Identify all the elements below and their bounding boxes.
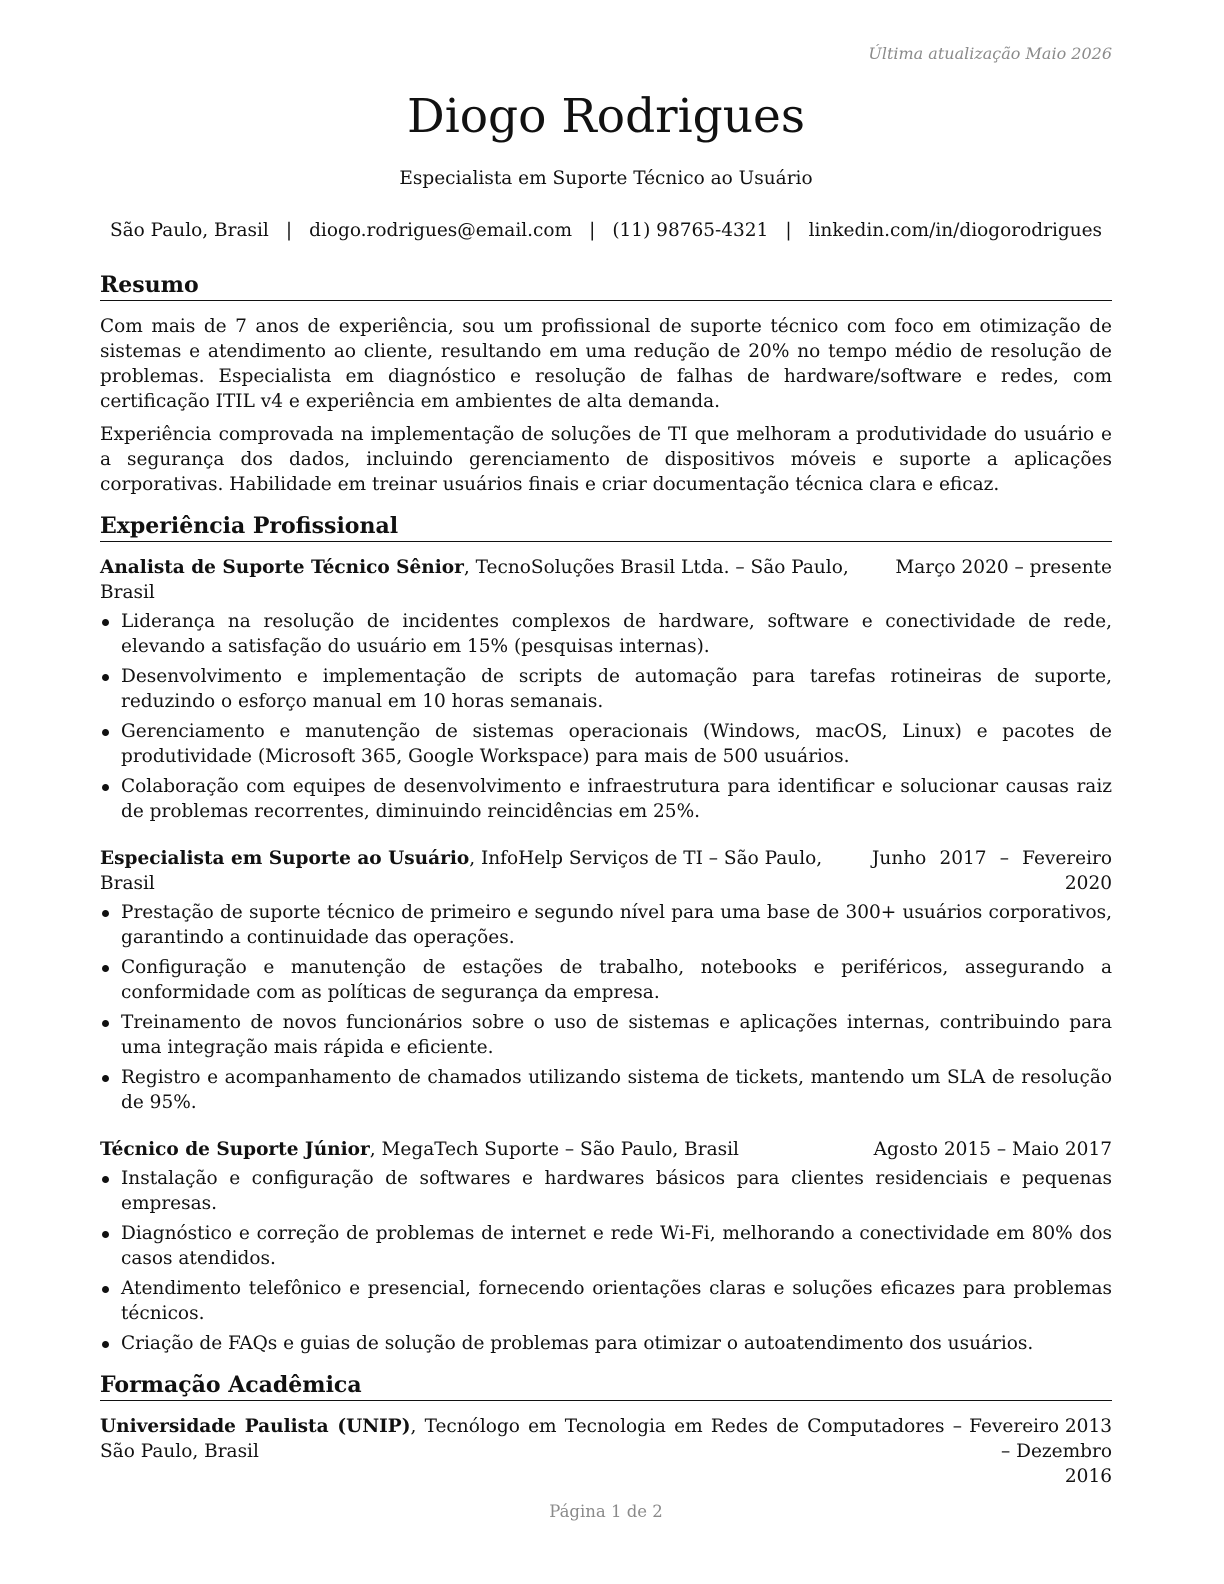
education-entry (100, 1414, 1112, 1489)
bullet-icon (102, 784, 109, 791)
candidate-name: Diogo Rodrigues (407, 89, 805, 144)
contact-separator: | (589, 220, 596, 241)
list-item: Gerenciamento e manutenção de sistemas operacionais (Windows, macOS, Linux) e pacotes de produtividade (Microsoft 365, Google Workspace) para mais de 500 usuários. (100, 719, 1112, 769)
list-item: Prestação de suporte técnico de primeiro e segundo nível para uma base de 300+ usuários corporativos, garantindo a continuidade das operações. (100, 900, 1112, 950)
resume-body (100, 270, 1112, 1503)
job-bullets (100, 1166, 1112, 1356)
education-dates: Fevereiro 2013 – Dezembro 2016 (969, 1416, 1112, 1487)
list-item: Configuração e manutenção de estações de trabalho, notebooks e periféricos, assegurando a conformidade com as políticas de segurança da empresa. (100, 955, 1112, 1005)
job-role: Analista de Suporte Técnico Sênior (100, 557, 464, 578)
job-entry (100, 846, 1112, 1115)
bullet-icon (102, 965, 109, 972)
contact-line (100, 218, 1112, 244)
education-section (100, 1370, 1112, 1489)
list-item: Colaboração com equipes de desenvolvimento e infraestrutura para identificar e solucionar causas raiz de problemas recorrentes, diminuindo reincidências em 25%. (100, 774, 1112, 824)
section-title-summary: Resumo (100, 270, 1112, 301)
bullet-icon (102, 674, 109, 681)
bullet-icon (102, 1075, 109, 1082)
job-company: , TecnoSoluções Brasil Ltda. – São Paulo, Brasil (100, 557, 849, 603)
job-bullets (100, 900, 1112, 1115)
job-role: Especialista em Suporte ao Usuário (100, 848, 470, 869)
section-title-education: Formação Acadêmica (100, 1370, 1112, 1401)
job-bullets (100, 609, 1112, 824)
list-item: Desenvolvimento e implementação de scripts de automação para tarefas rotineiras de suporte, reduzindo o esforço manual em 10 horas semanais. (100, 664, 1112, 714)
page-number: Página 1 de 2 (549, 1502, 663, 1521)
last-updated: Última atualização Maio 2026 (868, 44, 1112, 63)
list-item: Atendimento telefônico e presencial, fornecendo orientações claras e soluções eficazes para problemas técnicos. (100, 1276, 1112, 1326)
list-item: Diagnóstico e correção de problemas de internet e rede Wi-Fi, melhorando a conectividade em 80% dos casos atendidos. (100, 1221, 1112, 1271)
contact-linkedin[interactable]: linkedin.com/in/diogorodrigues (808, 220, 1103, 241)
education-details: , Tecnólogo em Tecnologia em Redes de Computadores – São Paulo, Brasil (100, 1416, 963, 1462)
contact-separator: | (785, 220, 792, 241)
list-item: Registro e acompanhamento de chamados utilizando sistema de tickets, mantendo um SLA de resolução de 95%. (100, 1065, 1112, 1115)
job-entry (100, 1137, 1112, 1356)
bullet-icon (102, 1020, 109, 1027)
job-company: , MegaTech Suporte – São Paulo, Brasil (369, 1139, 739, 1160)
experience-section (100, 511, 1112, 1356)
contact-location: São Paulo, Brasil (109, 220, 269, 241)
bullet-icon (102, 1231, 109, 1238)
bullet-icon (102, 1341, 109, 1348)
job-company: , InfoHelp Serviços de TI – São Paulo, Brasil (100, 848, 823, 894)
summary-paragraph: Com mais de 7 anos de experiência, sou um profissional de suporte técnico com foco em otimização de sistemas e atendimento ao cliente, resultando em uma redução de 20% no tempo médio de resolução de problemas. Especialista em diagnóstico e resolução de falhas de hardware/software e redes, com certificação ITIL v4 e experiência em ambientes de alta demanda. (100, 316, 1112, 412)
contact-phone: (11) 98765-4321 (612, 220, 769, 241)
bullet-icon (102, 1176, 109, 1183)
list-item: Criação de FAQs e guias de solução de problemas para otimizar o autoatendimento dos usuários. (100, 1331, 1112, 1356)
headline: Especialista em Suporte Técnico ao Usuário (399, 168, 813, 189)
list-item: Treinamento de novos funcionários sobre o uso de sistemas e aplicações internas, contribuindo para uma integração mais rápida e eficiente. (100, 1010, 1112, 1060)
contact-email[interactable]: diogo.rodrigues@email.com (309, 220, 573, 241)
bullet-icon (102, 910, 109, 917)
job-header (100, 846, 1112, 896)
bullet-icon (102, 729, 109, 736)
section-title-experience: Experiência Profissional (100, 511, 1112, 542)
job-dates: Agosto 2015 – Maio 2017 (873, 1139, 1112, 1160)
job-dates: Março 2020 – presente (895, 557, 1112, 578)
summary-paragraph: Experiência comprovada na implementação de soluções de TI que melhoram a produtividade do usuário e a segurança dos dados, incluindo gerenciamento de dispositivos móveis e suporte a aplicações corporativas. Habilidade em treinar usuários finais e criar documentação técnica clara e eficaz. (100, 424, 1112, 495)
job-entry (100, 555, 1112, 824)
bullet-icon (102, 619, 109, 626)
summary-section (100, 270, 1112, 497)
job-role: Técnico de Suporte Júnior (100, 1139, 370, 1160)
bullet-icon (102, 1286, 109, 1293)
list-item: Instalação e configuração de softwares e hardwares básicos para clientes residenciais e pequenas empresas. (100, 1166, 1112, 1216)
job-header (100, 1137, 1112, 1162)
job-header (100, 555, 1112, 605)
list-item: Liderança na resolução de incidentes complexos de hardware, software e conectividade de rede, elevando a satisfação do usuário em 15% (pesquisas internas). (100, 609, 1112, 659)
job-dates: Junho 2017 – Fevereiro 2020 (872, 848, 1112, 894)
education-school: Universidade Paulista (UNIP) (100, 1416, 411, 1437)
contact-separator: | (285, 220, 293, 241)
